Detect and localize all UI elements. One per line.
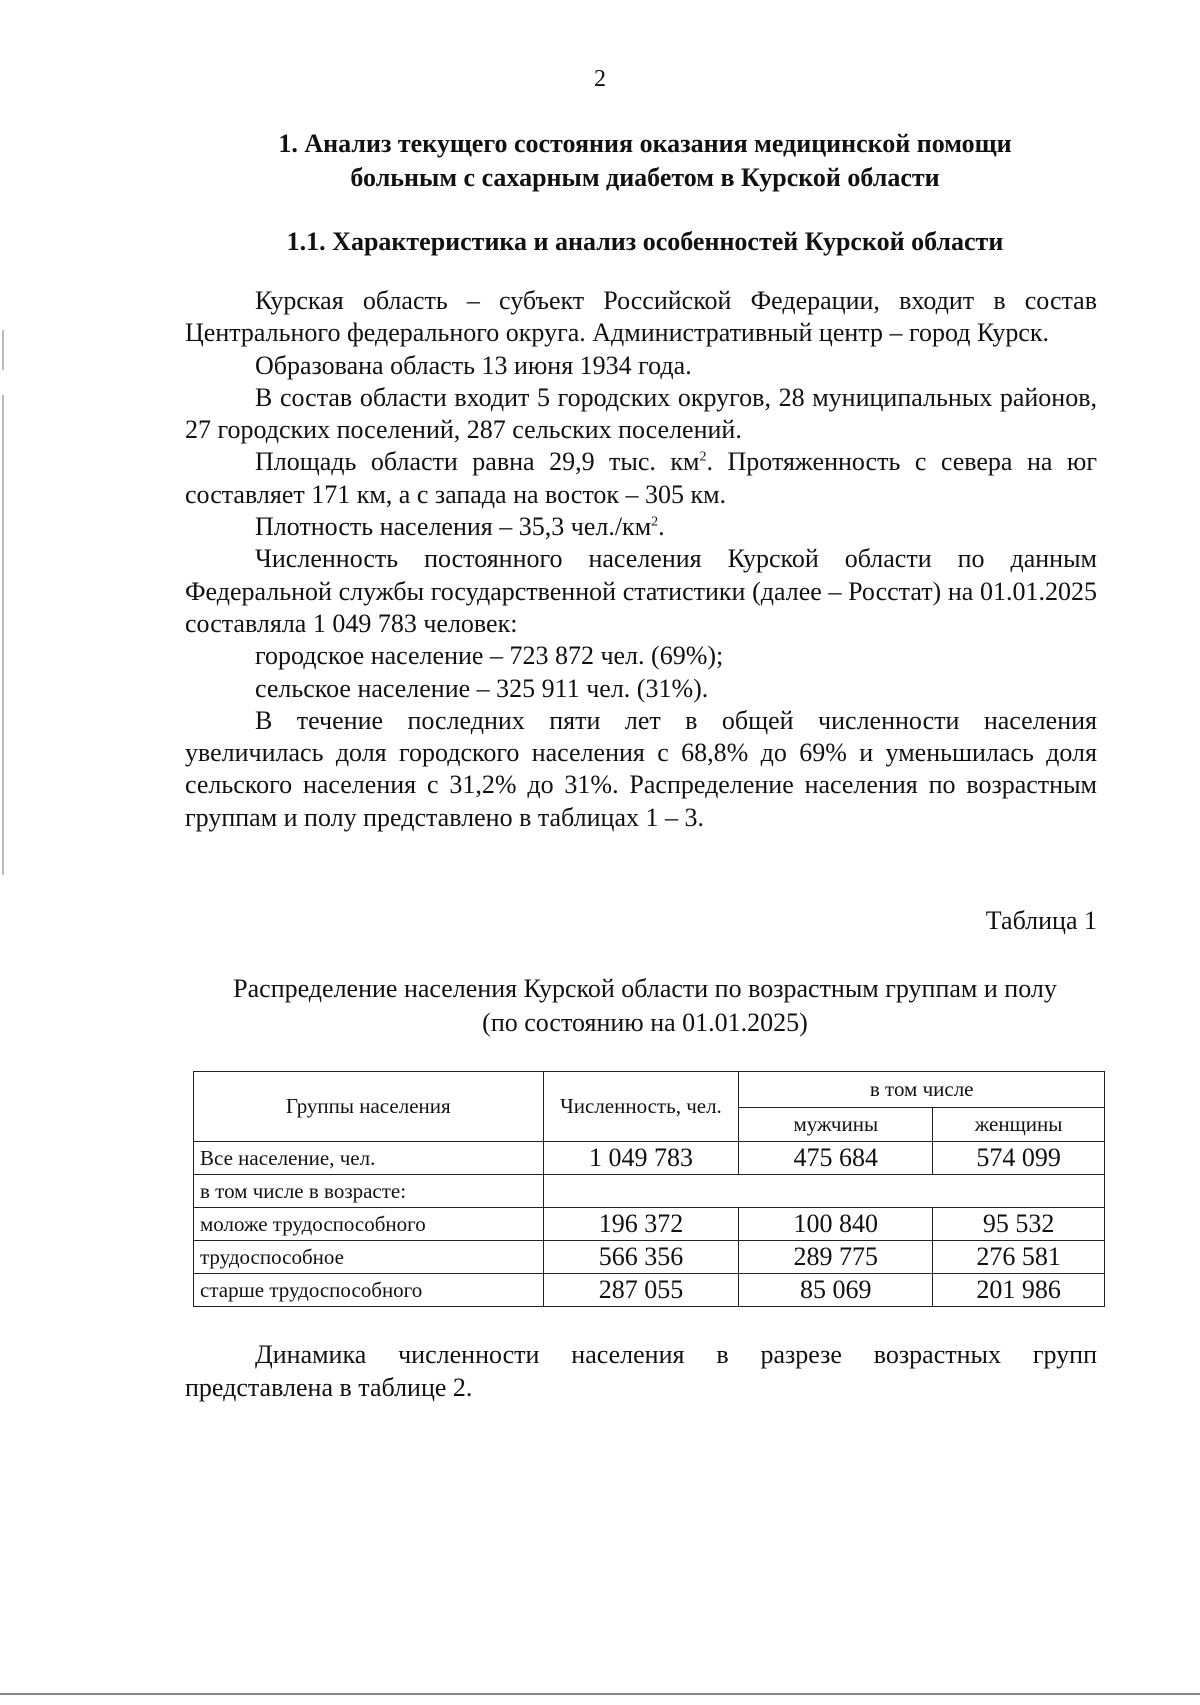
- cell-women: 574 099: [933, 1142, 1105, 1175]
- paragraph: Курская область – субъект Российской Федерации, входит в состав Центрального федерального округа. Административный центр – город Курск.: [185, 286, 1097, 348]
- paragraph: Численность постоянного населения Курской области по данным Федеральной службы государственной статистики (далее – Росстат) на 01.01.2025 составляла 1 049 783 человек:: [185, 544, 1097, 638]
- density-text-rest: .: [658, 512, 665, 542]
- paragraph-rural: сельское население – 325 911 чел. (31%).: [255, 673, 709, 703]
- superscript: 2: [651, 514, 659, 530]
- page-number: 2: [594, 66, 606, 92]
- table-row: [194, 1208, 1105, 1241]
- cell-men: 475 684: [739, 1142, 933, 1175]
- scan-artifact: [2, 395, 4, 875]
- superscript: 2: [699, 449, 707, 465]
- table-label: Таблица 1: [985, 906, 1097, 935]
- header-women: женщины: [933, 1108, 1105, 1142]
- paragraph: В состав области входит 5 городских округов, 28 муниципальных районов, 27 городских поселений, 287 сельских поселений.: [185, 382, 1097, 445]
- scan-bottom-edge: [0, 1693, 1200, 1695]
- cell-women: 276 581: [933, 1241, 1105, 1274]
- scan-artifact: [2, 330, 4, 370]
- table-row: [194, 1241, 1105, 1274]
- table-caption: [185, 972, 1105, 1040]
- paragraph: Динамика численности населения в разрезе возрастных групп представлена в таблице 2.: [185, 1340, 1097, 1402]
- section-heading-line-2: больным с сахарным диабетом в Курской области: [350, 163, 940, 192]
- row-label: трудоспособное: [194, 1241, 544, 1274]
- closing-text: [185, 1338, 1097, 1404]
- table-row: [194, 1274, 1105, 1307]
- cell-women: 95 532: [933, 1208, 1105, 1241]
- cell-men: 289 775: [739, 1241, 933, 1274]
- table-row: [194, 1142, 1105, 1175]
- row-label: в том числе в возрасте:: [194, 1175, 544, 1208]
- paragraph: Образована область 13 июня 1934 года.: [255, 350, 692, 380]
- subsection-heading: 1.1. Характеристика и анализ особенностей Курской области: [286, 227, 1004, 256]
- paragraph-area: [185, 446, 1097, 511]
- table-caption-line-1: Распределение населения Курской области по возрастным группам и полу: [233, 974, 1057, 1003]
- header-men: мужчины: [739, 1108, 933, 1142]
- population-table: [193, 1071, 1105, 1307]
- density-text: Плотность населения – 35,3 чел./км: [255, 512, 652, 542]
- cell-men: 100 840: [739, 1208, 933, 1241]
- cell-total: 196 372: [543, 1208, 739, 1241]
- table-row: [194, 1175, 1105, 1208]
- table-caption-line-2: (по состоянию на 01.01.2025): [482, 1008, 808, 1037]
- cell-empty: [543, 1175, 1104, 1208]
- row-label: Все население, чел.: [194, 1142, 544, 1175]
- cell-women: 201 986: [933, 1274, 1105, 1307]
- row-label: моложе трудоспособного: [194, 1208, 544, 1241]
- cell-total: 287 055: [543, 1274, 739, 1307]
- paragraph-urban: городское население – 723 872 чел. (69%);: [255, 641, 724, 671]
- section-heading-line-1: 1. Анализ текущего состояния оказания медицинской помощи: [278, 129, 1012, 158]
- cell-total: 566 356: [543, 1241, 739, 1274]
- header-total: Численность, чел.: [543, 1072, 739, 1142]
- cell-men: 85 069: [739, 1274, 933, 1307]
- area-text: Площадь области равна 29,9 тыс. км: [255, 447, 700, 477]
- paragraph: В течение последних пяти лет в общей численности населения увеличилась доля городского населения с 68,8% до 69% и уменьшилась доля сельского населения с 31,2% до 31%. Распределение населения по возрастным группам и полу представлено в таблицах 1 – 3.: [185, 705, 1097, 832]
- header-groups: Группы населения: [194, 1072, 544, 1142]
- section-heading: [185, 127, 1105, 195]
- cell-total: 1 049 783: [543, 1142, 739, 1175]
- paragraph-density: [185, 511, 1097, 543]
- header-including: в том числе: [739, 1072, 1105, 1108]
- area-text-rest: . Протяженность с севера на юг составляет 171 км, а с запада на восток – 305 км.: [185, 447, 1097, 509]
- body-text: [185, 285, 1097, 834]
- row-label: старше трудоспособного: [194, 1274, 544, 1307]
